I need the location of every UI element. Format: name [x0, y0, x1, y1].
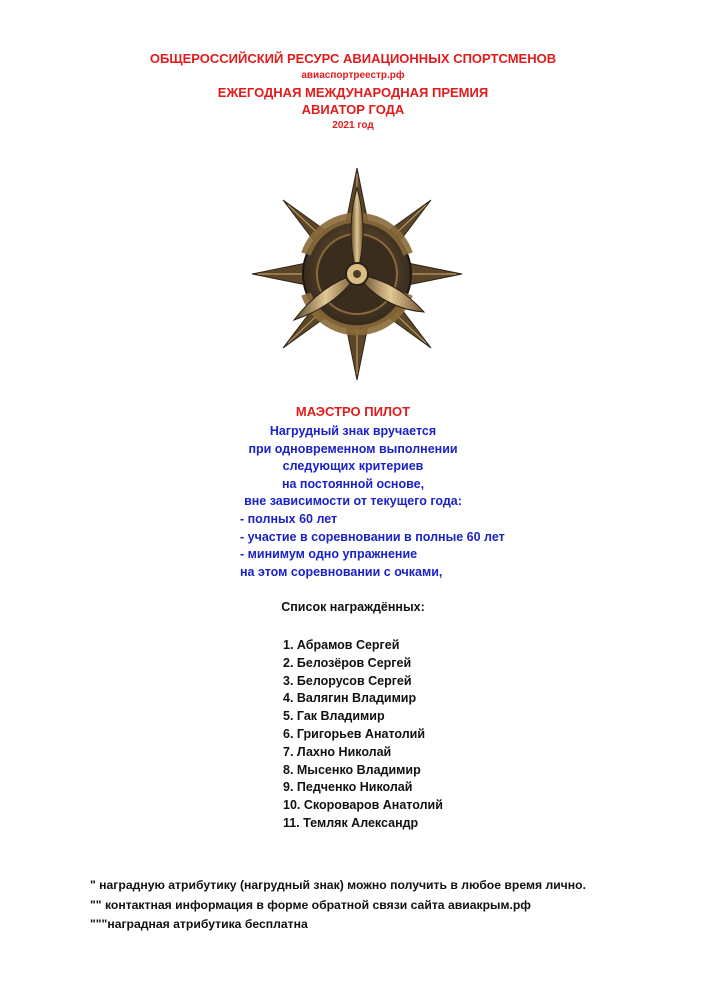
footnotes — [90, 876, 586, 935]
award-description-line: на постоянной основе, — [281, 476, 425, 491]
list-item: 1. Абрамов Сергей — [283, 638, 400, 652]
header-year: 2021 год — [332, 120, 374, 131]
winners-list — [283, 637, 443, 833]
propeller-star-badge-icon — [248, 162, 466, 386]
document-header — [0, 50, 706, 134]
list-item: 7. Лахно Николай — [283, 744, 392, 759]
header-site: авиаспортреестр.рф — [301, 70, 405, 81]
header-organization: ОБЩЕРОССИЙСКИЙ РЕСУРС АВИАЦИОННЫХ СПОРТСМЕНОВ — [149, 51, 557, 66]
list-item: 2. Белозёров Сергей — [283, 655, 412, 670]
list-item: 8. Мысенко Владимир — [283, 762, 421, 777]
list-item: 10. Скороваров Анатолий — [283, 798, 443, 813]
footnote: """наградная атрибутика бесплатна — [90, 917, 308, 931]
list-item: 9. Педченко Николай — [283, 780, 413, 795]
list-item: 5. Гак Владимир — [283, 709, 385, 724]
footnote: "" контактная информация в форме обратной связи сайта авиакрым.рф — [90, 897, 531, 912]
award-description — [0, 423, 706, 511]
list-item: 6. Григорьев Анатолий — [283, 726, 426, 741]
header-award-annual: ЕЖЕГОДНАЯ МЕЖДУНАРОДНАЯ ПРЕМИЯ — [217, 85, 489, 100]
award-description-line: следующих критериев — [282, 459, 424, 473]
requirement-item: - участие в соревновании в полные 60 лет — [240, 529, 505, 544]
list-item: 3. Белорусов Сергей — [283, 673, 412, 688]
award-description-line: вне зависимости от текущего года: — [244, 494, 462, 508]
requirement-item: - минимум одно упражнение — [240, 547, 418, 562]
header-award-name: АВИАТОР ГОДА — [301, 102, 405, 117]
footnote: " наградную атрибутику (нагрудный знак) можно получить в любое время лично. — [90, 878, 586, 892]
award-requirements — [240, 511, 505, 581]
list-item: 4. Валягин Владимир — [283, 691, 417, 706]
award-description-line: Нагрудный знак вручается — [269, 424, 437, 438]
requirement-item: - полных 60 лет — [240, 512, 338, 526]
list-item: 11. Темляк Александр — [283, 815, 419, 830]
requirement-item: на этом соревновании с очками, — [240, 564, 443, 579]
award-title: МАЭСТРО ПИЛОТ — [295, 404, 411, 419]
award-description-line: при одновременном выполнении — [248, 441, 458, 456]
winners-heading: Список награждённых: — [281, 600, 425, 614]
